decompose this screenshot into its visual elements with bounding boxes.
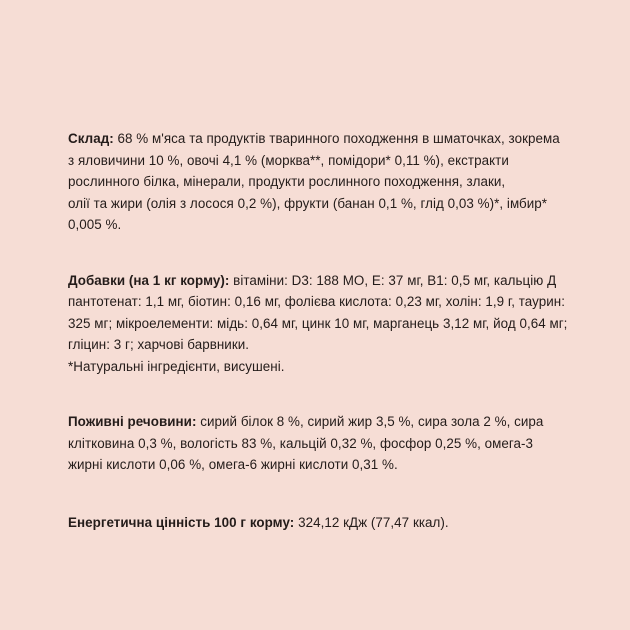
- section-composition: [68, 128, 568, 236]
- section-additives: [68, 270, 568, 378]
- composition-text-1: 68 % м'яса та продуктів тваринного походження в шматочках, зокрема з яловичини 10 %, овочі 4,1 % (морква**, помідори* 0,11 %), екстракти рослинного білка, мінерали, продукти рослинного походження, злаки,: [68, 131, 560, 189]
- composition-first-paragraph: [68, 128, 568, 193]
- additives-heading: Добавки (на 1 кг корму):: [68, 272, 230, 288]
- energy-value: 324,12 кДж (77,47 ккал).: [298, 514, 449, 530]
- additives-first-paragraph: [68, 270, 568, 356]
- nutrients-text: сирий білок 8 %, сирий жир 3,5 %, сира зола 2 %, сира клітковина 0,3 %, вологість 83 %, кальцій 0,32 %, фосфор 0,25 %, омега-3 жирні кислоти 0,06 %, омега-6 жирні кислоти 0,31 %.: [68, 414, 544, 472]
- additives-footnote: *Натуральні інгредієнти, висушені.: [68, 358, 285, 374]
- energy-paragraph: [68, 512, 568, 534]
- additives-text-1: вітаміни: D3: 188 МО, Е: 37 мг, В1: 0,5 мг, кальцію Д пантотенат: 1,1 мг, біотин: 0,16 мг, фолієва кислота: 0,23 мг, холін: 1,9 г, таурин: 325 мг; мікроелементи: мідь: 0,64 мг, цинк 10 мг, марганець 3,12 мг, йод 0,64 мг; гліцин: 3 г; харчові барвники.: [68, 272, 568, 352]
- composition-second-paragraph: олії та жири (олія з лосося 0,2 %), фрукти (банан 0,1 %, глід 0,03 %)*, імбир* 0,005 %.: [68, 195, 548, 232]
- section-energy: [68, 512, 568, 534]
- energy-heading: Енергетична цінність 100 г корму:: [68, 514, 295, 530]
- section-nutrients: [68, 411, 568, 476]
- nutrients-heading: Поживні речовини:: [68, 414, 197, 429]
- composition-heading: Склад:: [68, 131, 114, 146]
- nutrients-paragraph: [68, 411, 568, 476]
